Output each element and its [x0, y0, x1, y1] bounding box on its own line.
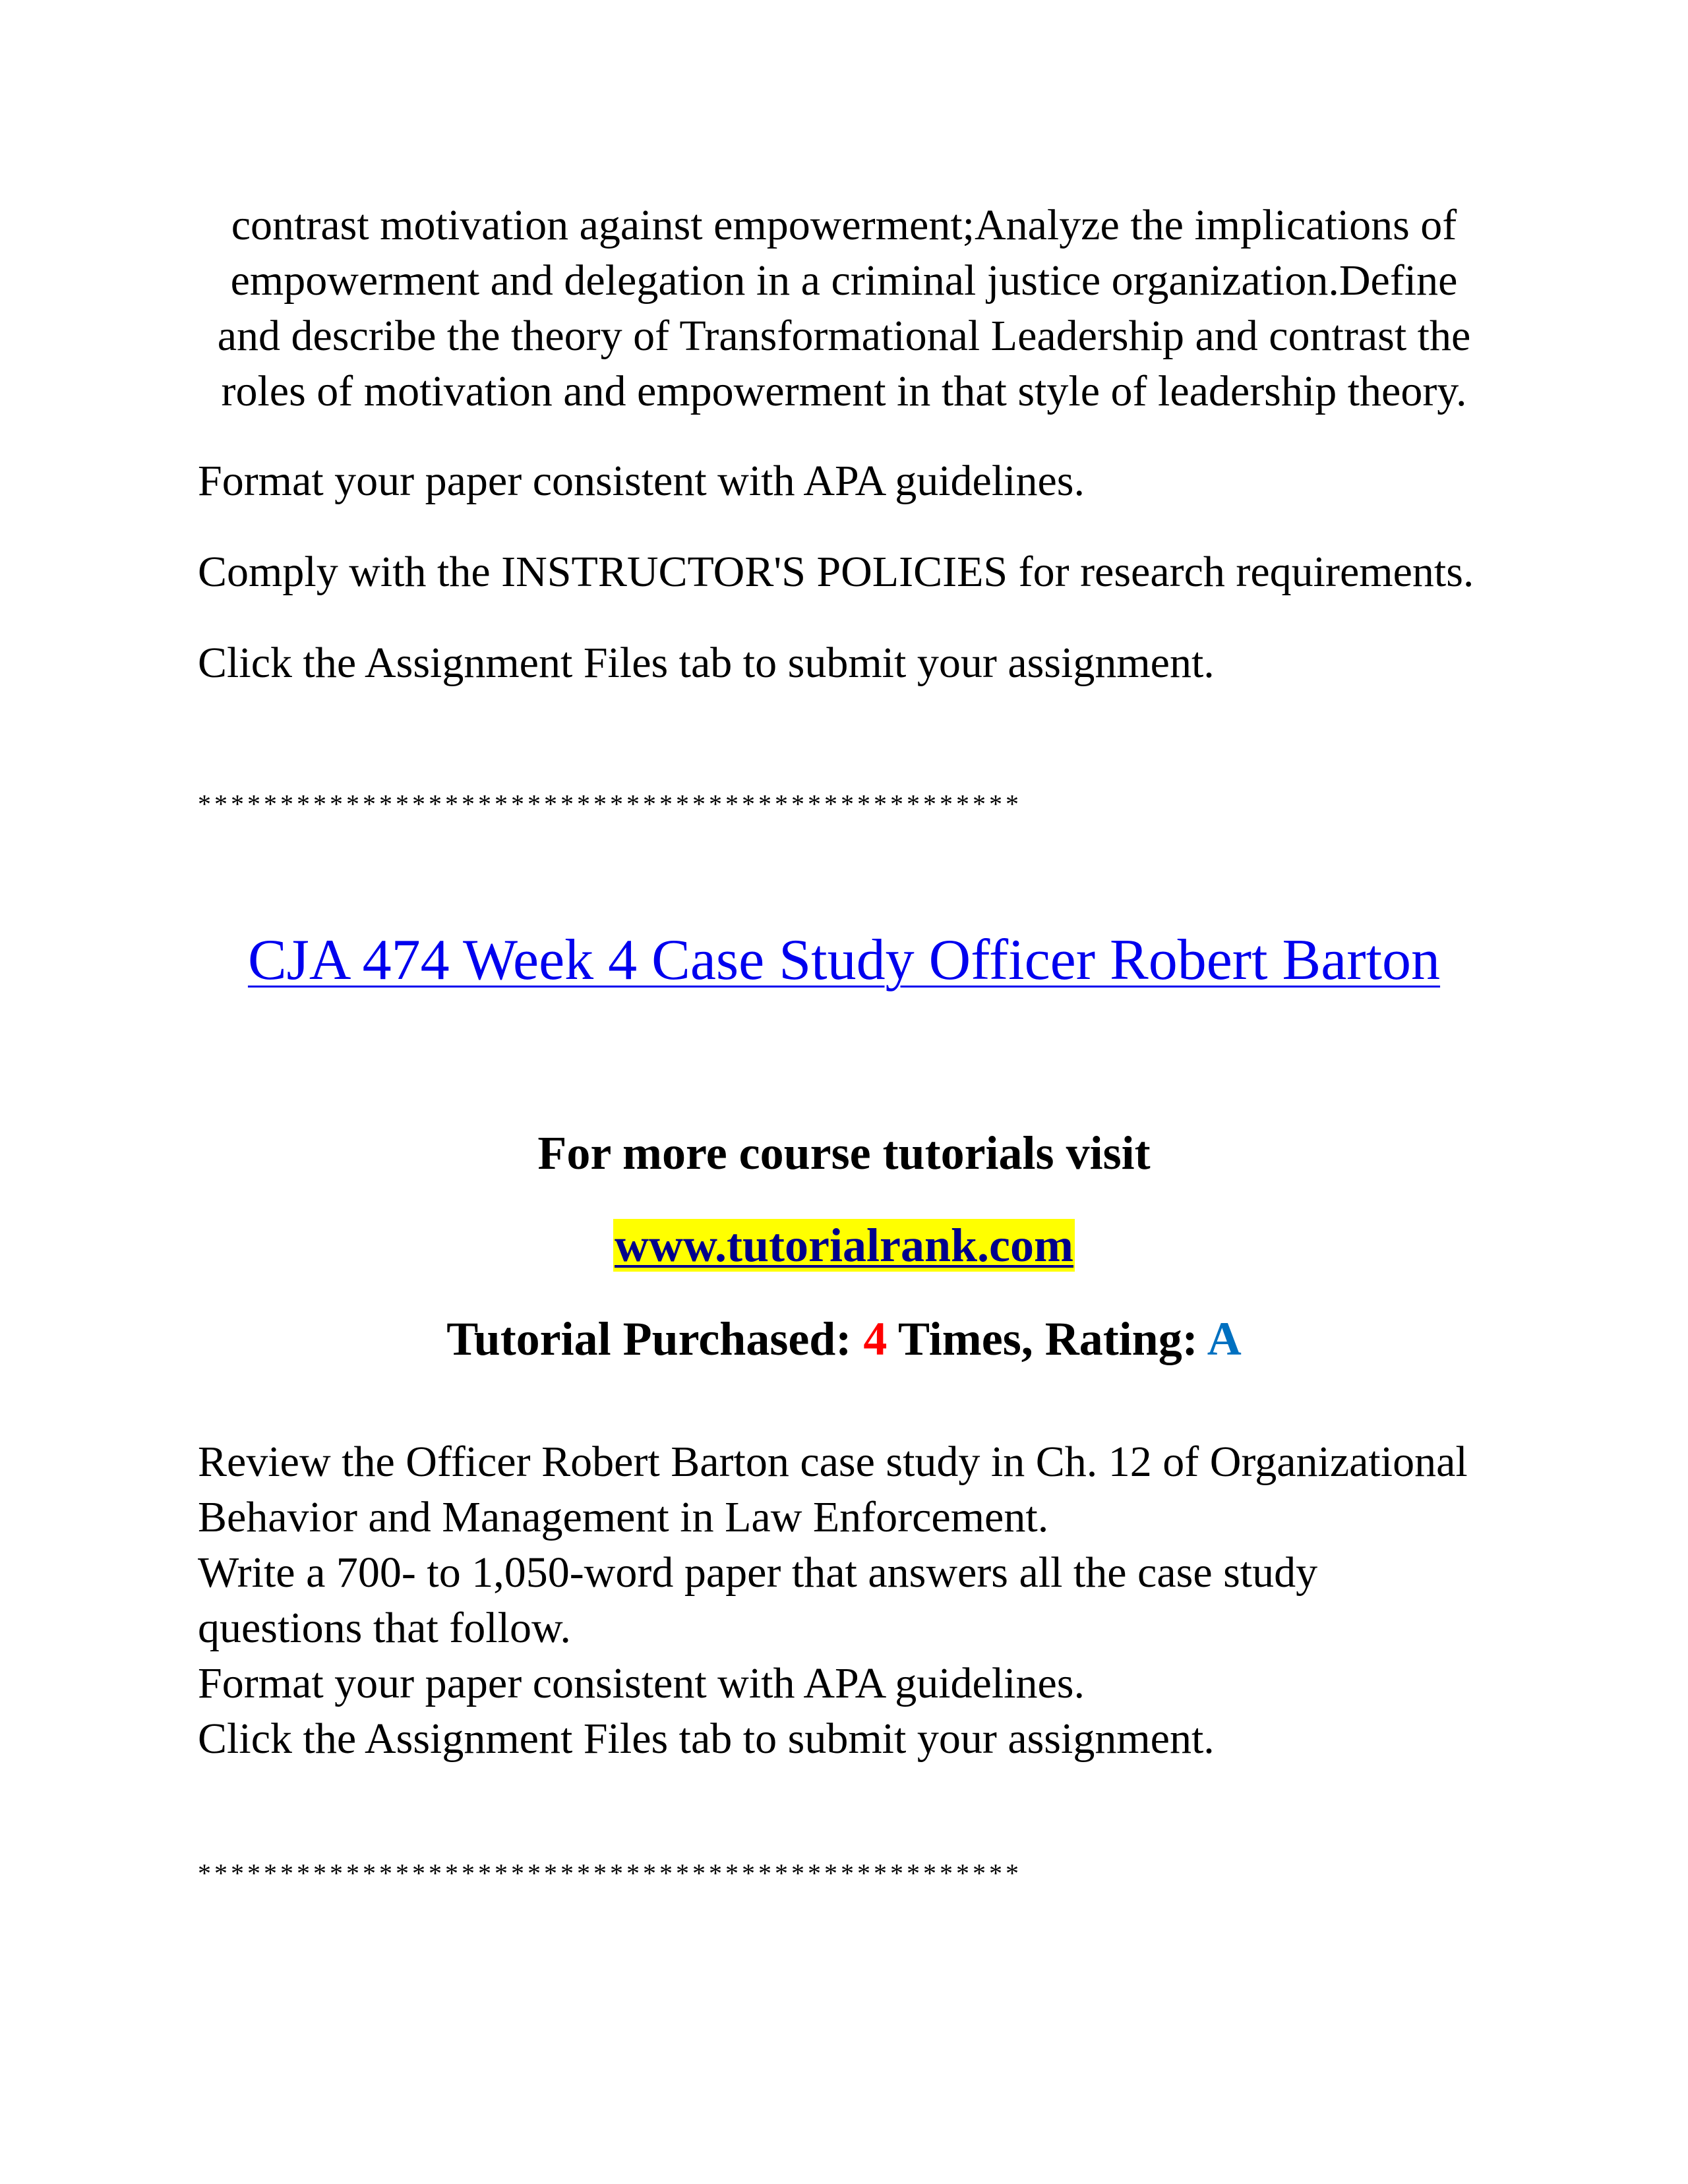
case-title-row	[0, 927, 1688, 993]
assignment-line-5: Format your paper consistent with APA guidelines.	[198, 1659, 1085, 1707]
intro-line-2: empowerment and delegation in a criminal justice organization.Define	[230, 256, 1458, 305]
purchase-rating-line	[0, 1312, 1688, 1367]
assignment-line-3: Write a 700- to 1,050-word paper that answers all the case study	[198, 1549, 1318, 1597]
assignment-line-4: questions that follow.	[198, 1604, 571, 1652]
separator-bottom: **************************************************	[198, 1858, 1022, 1888]
intro-line-1: contrast motivation against empowerment;Analyze the implications of	[231, 201, 1457, 249]
tutorialrank-link[interactable]: www.tutorialrank.com	[615, 1219, 1073, 1272]
intro-line-3: and describe the theory of Transformational Leadership and contrast the	[217, 312, 1471, 360]
purchased-label: Tutorial Purchased:	[446, 1313, 864, 1365]
assignment-line-2: Behavior and Management in Law Enforcement.	[198, 1493, 1049, 1541]
submit-instruction: Click the Assignment Files tab to submit your assignment.	[198, 639, 1215, 687]
purchased-count: 4	[863, 1313, 888, 1365]
intro-line-4: roles of motivation and empowerment in that style of leadership theory.	[221, 367, 1467, 415]
rating-value: A	[1207, 1313, 1242, 1365]
assignment-line-6: Click the Assignment Files tab to submit your assignment.	[198, 1715, 1215, 1763]
assignment-line-1: Review the Officer Robert Barton case study in Ch. 12 of Organizational	[198, 1438, 1468, 1486]
website-row	[0, 1218, 1688, 1273]
apa-instruction: Format your paper consistent with APA guidelines.	[198, 457, 1085, 505]
visit-text: For more course tutorials visit	[537, 1127, 1151, 1179]
case-study-title-link[interactable]: CJA 474 Week 4 Case Study Officer Robert Barton	[247, 928, 1441, 992]
policies-instruction: Comply with the INSTRUCTOR'S POLICIES for research requirements.	[198, 548, 1474, 596]
separator-top: **************************************************	[198, 789, 1022, 819]
times-rating-label: Times, Rating:	[887, 1313, 1207, 1365]
